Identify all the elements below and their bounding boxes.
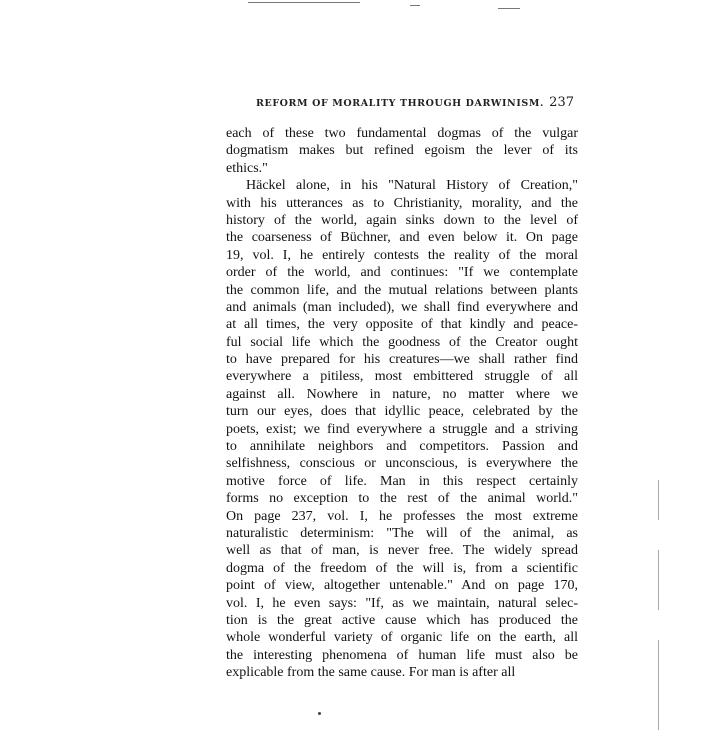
scan-edge-line — [410, 5, 420, 6]
text-line: motive force of life. Man in this respect certainly — [226, 473, 578, 489]
text-line: ful social life which the goodness of the Creator ought — [226, 334, 578, 350]
page-header — [256, 96, 576, 114]
text-line: On page 237, vol. I, he professes the most extreme — [226, 508, 578, 524]
text-line: to annihilate neighbors and competitors. Passion and — [226, 439, 578, 455]
text-line: turn our eyes, does that idyllic peace, celebrated by the — [226, 404, 578, 420]
text-line: dogma of the freedom of the will is, from a scientific — [226, 560, 578, 576]
text-line: vol. I, he even says: "If, as we maintain, natural selec- — [226, 595, 578, 611]
text-line: the interesting phenomena of human life must also be — [226, 647, 578, 663]
text-line: whole wonderful variety of organic life on the earth, all — [226, 630, 578, 646]
text-line: at all times, the very opposite of that kindly and peace- — [226, 317, 578, 333]
text-line: point of view, altogether untenable." And on page 170, — [226, 578, 578, 594]
text-line: everywhere a pitiless, most embittered struggle of all — [226, 369, 578, 385]
text-line: history of the world, again sinks down to the level of — [226, 212, 578, 228]
text-line: the coarseness of Büchner, and even below it. On page — [226, 230, 578, 246]
text-line: dogmatism makes but refined egoism the lever of its — [226, 143, 578, 159]
scan-edge-line — [248, 2, 360, 3]
text-line: naturalistic determinism: "The will of the animal, as — [226, 525, 578, 541]
text-line: each of these two fundamental dogmas of the vulgar — [226, 126, 578, 141]
text-line: poets, exist; we find everywhere a struggle and a striving — [226, 421, 578, 437]
text-line: tion is the great active cause which has produced the — [226, 612, 578, 628]
text-line: well as that of man, is never free. The widely spread — [226, 543, 578, 559]
text-line: Häckel alone, in his "Natural History of Creation," — [246, 178, 578, 194]
text-line: and animals (man included), we shall find everywhere and — [226, 299, 578, 315]
scan-dot — [318, 712, 321, 715]
text-line: 19, vol. I, he entirely contests the reality of the moral — [226, 247, 578, 263]
running-head: REFORM OF MORALITY THROUGH DARWINISM. — [256, 98, 544, 109]
text-line: order of the world, and continues: "If we contemplate — [226, 265, 578, 281]
body-text — [226, 125, 578, 682]
text-line: with his utterances as to Christianity, morality, and the — [226, 195, 578, 211]
text-line: selfishness, conscious or unconscious, is everywhere the — [226, 456, 578, 472]
text-line: ethics." — [226, 160, 268, 176]
text-line: forms no exception to the rest of the animal world." — [226, 491, 578, 507]
text-line: to have prepared for his creatures—we shall rather find — [226, 352, 578, 368]
page-number: 237 — [549, 95, 574, 110]
scan-edge-line — [498, 8, 520, 9]
scan-margin-marks — [654, 480, 668, 750]
text-line: against all. Nowhere in nature, no matter where we — [226, 386, 578, 402]
text-line: explicable from the same cause. For man is after all — [226, 665, 516, 681]
text-line: the common life, and the mutual relations between plants — [226, 282, 578, 298]
